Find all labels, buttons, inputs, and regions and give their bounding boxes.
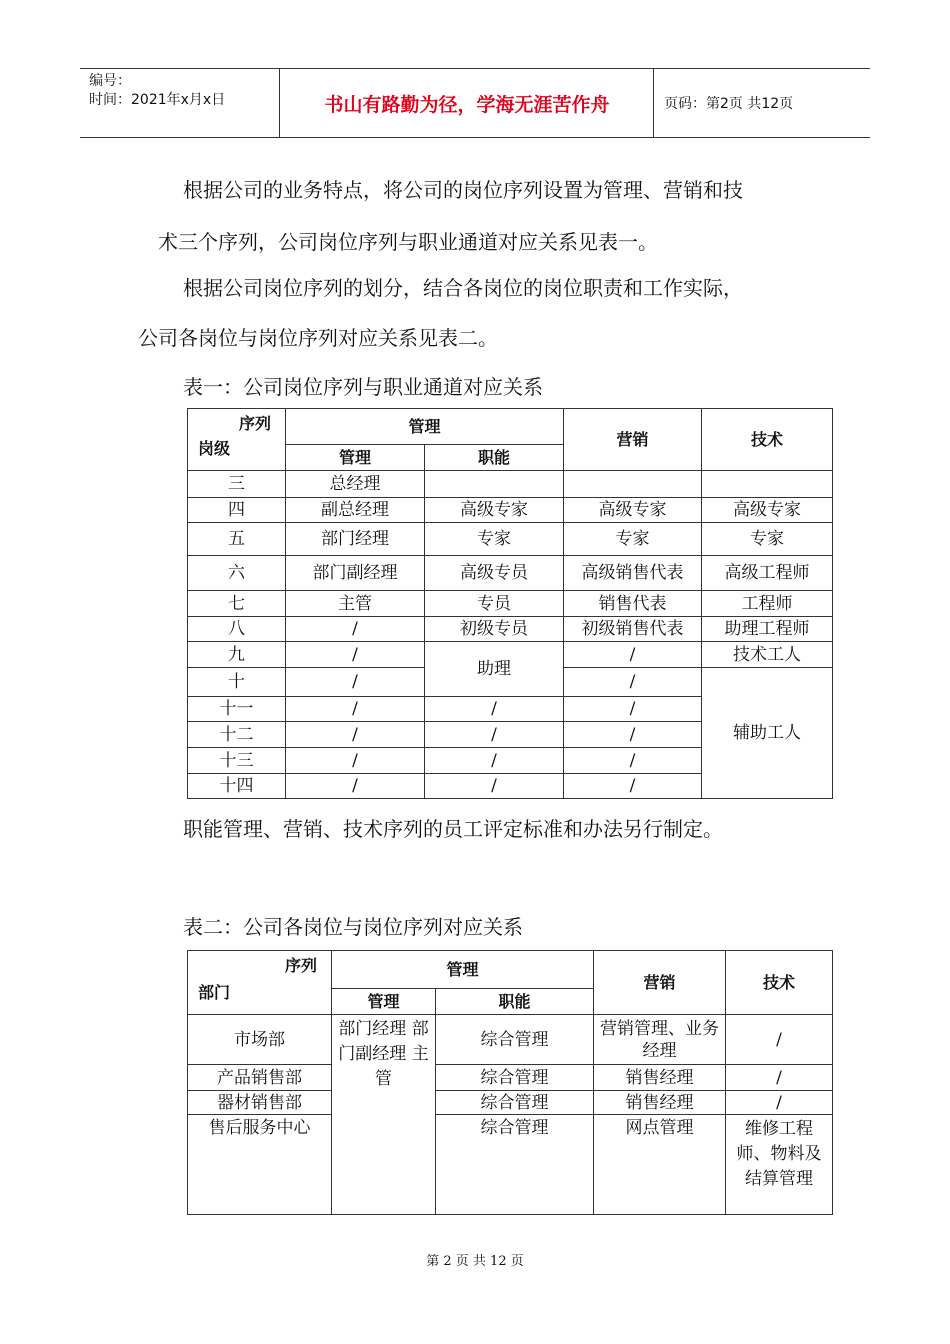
table-cell: 部门经理 [286,523,425,556]
table-cell: / [425,722,564,748]
table-cell: / [286,722,425,748]
page-footer: 第 2 页 共 12 页 [426,1254,524,1269]
table-cell: 初级销售代表 [564,617,702,642]
table-cell: 网点管理 [594,1115,726,1215]
table-cell: 专家 [564,523,702,556]
table-cell: 十三 [188,748,286,774]
table-cell: 十一 [188,697,286,722]
table-row [188,556,833,591]
table-row [188,617,833,642]
table-cell: / [286,642,425,668]
table-cell: 综合管理 [436,1015,594,1065]
table-cell: / [726,1091,833,1115]
table2-header-tech: 技术 [726,951,833,1015]
table-cell: 售后服务中心 [188,1115,332,1215]
header-motto: 书山有路勤为径，学海无涯苦作舟 [281,69,654,137]
table-cell: 技术工人 [702,642,833,668]
table2-header-manage: 管理 [332,951,594,989]
table-cell: / [286,617,425,642]
table-cell: / [564,668,702,697]
header-page: 页码：第2页 共12页 [664,96,794,112]
table-cell: 初级专员 [425,617,564,642]
table-cell: 高级销售代表 [564,556,702,591]
table2-subheader-func: 职能 [436,989,594,1015]
table-cell [564,471,702,498]
table-cell: / [286,697,425,722]
table-cell: 高级工程师 [702,556,833,591]
table-cell: 综合管理 [436,1115,594,1215]
table-cell: 器材销售部 [188,1091,332,1115]
table1-corner-rank: 岗级 [198,439,231,458]
table-cell: / [564,722,702,748]
table1-header-manage: 管理 [286,409,564,445]
para2-line1: 根据公司岗位序列的划分，结合各岗位的岗位职责和工作实际， [183,276,743,300]
table-cell: 专家 [702,523,833,556]
para1-line1: 根据公司的业务特点，将公司的岗位序列设置为管理、营销和技 [183,178,743,202]
table-cell: / [564,642,702,668]
table-cell: 副总经理 [286,498,425,523]
table-cell: 三 [188,471,286,498]
table-row [188,1091,833,1115]
table-cell: 销售代表 [564,591,702,617]
table-cell: / [726,1015,833,1065]
table1-subheader-func: 职能 [425,445,564,471]
table1-subheader-manage: 管理 [286,445,425,471]
table-cell: 高级专家 [425,498,564,523]
header-meta [80,69,280,137]
table-cell: / [286,668,425,697]
table-row [188,523,833,556]
table-cell: 维修工程师、物料及结算管理 [726,1115,833,1215]
table-cell: 主管 [286,591,425,617]
table2-corner [188,951,332,1015]
table-row [188,471,833,498]
table-dept-sequence [187,950,833,1215]
table-cell: 四 [188,498,286,523]
table-cell: / [286,774,425,799]
table-cell: 总经理 [286,471,425,498]
table-cell: 产品销售部 [188,1065,332,1091]
table-cell: 工程师 [702,591,833,617]
table2-header-sales: 营销 [594,951,726,1015]
table2-subheader-manage: 管理 [332,989,436,1015]
table2-corner-dept: 部门 [198,983,231,1002]
table-rank-sequence [187,408,833,799]
table-cell: 综合管理 [436,1065,594,1091]
table-cell: 五 [188,523,286,556]
table-cell: 专员 [425,591,564,617]
table1-header-sales: 营销 [564,409,702,471]
page-header [80,68,870,138]
table-cell: 营销管理、业务经理 [594,1015,726,1065]
table2-caption: 表二：公司各岗位与岗位序列对应关系 [183,915,523,939]
table-cell: / [726,1065,833,1091]
note-text: 职能管理、营销、技术序列的员工评定标准和办法另行制定。 [183,817,723,841]
table-cell: 八 [188,617,286,642]
table-cell: 高级专员 [425,556,564,591]
table1-caption: 表一：公司岗位序列与职业通道对应关系 [183,375,543,399]
table1-corner [188,409,286,471]
para1-line2: 术三个序列，公司岗位序列与职业通道对应关系见表一。 [158,230,658,254]
table-cell: 市场部 [188,1015,332,1065]
table1-header-tech: 技术 [702,409,833,471]
table-cell: 专家 [425,523,564,556]
table-cell: 综合管理 [436,1091,594,1115]
table-cell: 六 [188,556,286,591]
table-cell: / [564,774,702,799]
table-row [188,642,833,668]
table-cell: 部门副经理 [286,556,425,591]
table-cell: 销售经理 [594,1091,726,1115]
table1-corner-sequence: 序列 [238,414,271,433]
table-cell: 助理工程师 [702,617,833,642]
table-cell: / [564,697,702,722]
table-cell: / [425,697,564,722]
table-cell: / [286,748,425,774]
table-cell: 十四 [188,774,286,799]
table-row [188,498,833,523]
table2-corner-sequence: 序列 [284,956,317,975]
table-cell: 助理 [425,642,564,697]
table-cell: 七 [188,591,286,617]
para2-line2: 公司各岗位与岗位序列对应关系见表二。 [138,326,498,350]
table-cell: 高级专家 [702,498,833,523]
table-cell: / [425,774,564,799]
table-row [188,1115,833,1215]
doc-time: 时间：2021年x月x日 [89,92,226,108]
table-cell: 辅助工人 [702,668,833,799]
table-cell-merged-manage: 部门经理 部门副经理 主管 [332,1015,436,1215]
table-cell: 销售经理 [594,1065,726,1091]
table-row [188,1065,833,1091]
table-cell [702,471,833,498]
table-cell: / [425,748,564,774]
table-cell: 十 [188,668,286,697]
table-cell: 十二 [188,722,286,748]
table-row [188,1015,833,1065]
table-cell: 高级专家 [564,498,702,523]
table-cell: 九 [188,642,286,668]
table-cell [425,471,564,498]
table-row [188,591,833,617]
doc-number: 编号： [89,73,131,89]
table-cell: / [564,748,702,774]
